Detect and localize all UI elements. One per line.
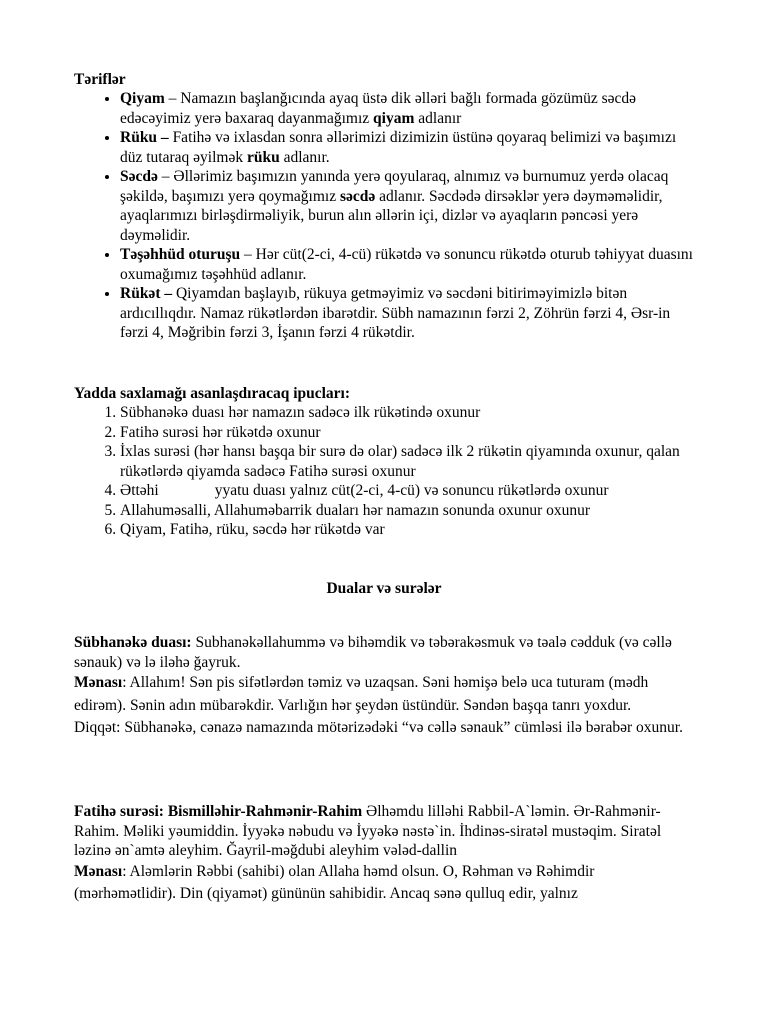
fatiha-section: [74, 802, 694, 906]
definition-item-qiyam: • Qiyam – Namazın başlanğıcında ayaq üstə dik əlləri bağlı formada gözümüz səcdə edəcəyimiz yerə baxaraq dayanmağımız qiyam adlanır: [120, 89, 694, 128]
definition-item-teshehhud: • Təşəhhüd oturuşu – Hər cüt(2-ci, 4-cü) rükətdə və sonuncu rükətdə oturub təhiyyat duasını oxumağımız təşəhhüd adlanır.: [120, 245, 694, 284]
tip-item: 2. Fatihə surəsi hər rükətdə oxunur: [120, 423, 694, 443]
tips-section: [74, 384, 694, 540]
definition-term: Təşəhhüd oturuşu: [120, 246, 241, 263]
definition-term: Rükət –: [120, 285, 173, 302]
fatiha-text: Fatihə surəsi: Bismilləhir-Rahmənir-Rahim Əlhəmdu lilləhi Rabbil-A`ləmin. Ər-Rahmənir-Rahim. Məliki yəumiddin. İyyəkə nəbudu və İyyəkə nəstə`in. İhdinəs-siratəl mustəqim. Siratəl ləzinə ən`amtə aleyhim. Ğayril-məğdubi aleyhim vələd-dallin: [74, 803, 662, 859]
tip-item: 1. Sübhanəkə duası hər namazın sadəcə ilk rükətində oxunur: [120, 403, 694, 423]
subhaneke-note: Diqqət: Sübhanəkə, cənazə namazında mötərizədəki “və cəllə sənauk” cümləsi ilə bərabər oxunur.: [74, 719, 683, 736]
definitions-section: [74, 70, 694, 343]
tip-item: 4. Əttəhi yyatu duası yalnız cüt(2-ci, 4-cü) və sonuncu rükətlərdə oxunur: [120, 481, 694, 501]
fatiha-meaning: Mənası: Aləmlərin Rəbbi (sahibi) olan Allaha həmd olsun. O, Rəhman və Rəhimdir (mərhəmətlidir). Din (qiyamət) gününün sahibidir. Ancaq sənə qulluq edir, yalnız: [74, 862, 595, 902]
definition-item-secde: • Səcdə – Əllərimiz başımızın yanında yerə qoyularaq, alnımız və burnumuz yerdə olacaq şəkildə, başımızı yerə qoymağımız səcdə adlanır. Səcdədə dirsəklər yerə dəyməməlidir, ayaqlarımızı birləşdirməliyik, burun alın əllərin içi, dizlər və ayaqların pəncəsi yerə dəyməlidir.: [120, 167, 694, 245]
tips-heading: Yadda saxlamağı asanlaşdıracaq ipucları:: [74, 385, 351, 402]
definition-item-ruku: • Rüku – Fatihə və ixlasdan sonra əllərimizi dizimizin üstünə qoyaraq belimizi və başımızı düz tutaraq əyilmək rüku adlanır.: [120, 128, 694, 167]
meaning-label: Mənası: [74, 674, 123, 691]
fatiha-label: Fatihə surəsi: Bismilləhir-Rahmənir-Rahim: [74, 803, 363, 820]
subhaneke-section: [74, 633, 694, 740]
section-title: Dualar və surələr: [326, 580, 442, 597]
definitions-heading: Təriflər: [74, 71, 126, 88]
tip-item: 5. Allahuməsalli, Allahuməbarrik duaları hər namazın sonunda oxunur oxunur: [120, 501, 694, 521]
subhaneke-label: Sübhanəkə duası:: [74, 634, 192, 651]
tip-item: 3. İxlas surəsi (hər hansı başqa bir surə də olar) sadəcə ilk 2 rükətin qiyamında oxunur, qalan rükətlərdə qiyamda sadəcə Fatihə surəsi oxunur: [120, 442, 694, 481]
tips-list: [74, 403, 694, 540]
subhaneke-meaning: Mənası: Allahım! Sən pis sifətlərdən təmiz və uzaqsan. Səni həmişə belə uca tuturam (mədh edirəm). Sənin adın mübarəkdir. Varlığın hər şeydən üstündür. Səndən başqa tanrı yoxdur.: [74, 674, 649, 714]
definition-term: Qiyam: [120, 90, 165, 107]
subhaneke-text: Sübhanəkə duası: Subhanəkəllahummə və bihəmdik və təbərakəsmuk və təalə cədduk (və cəllə sənauk) və lə iləhə ğayruk.: [74, 634, 672, 671]
definition-term: Səcdə: [120, 168, 158, 185]
meaning-label: Mənası: [74, 862, 123, 880]
definition-term: Rüku –: [120, 129, 169, 146]
definitions-list: [74, 89, 694, 343]
definition-item-reket: • Rükət – Qiyamdan başlayıb, rükuya getməyimiz və səcdəni bitiriməyimizlə bitən ardıcıllıqdır. Namaz rükətlərdən ibarətdir. Sübh namazının fərzi 2, Zöhrün fərzi 4, Əsr-in fərzi 4, Məğribin fərzi 3, İşanın fərzi 4 rükətdir.: [120, 284, 694, 343]
tip-item: 6. Qiyam, Fatihə, rüku, səcdə hər rükətdə var: [120, 520, 694, 540]
